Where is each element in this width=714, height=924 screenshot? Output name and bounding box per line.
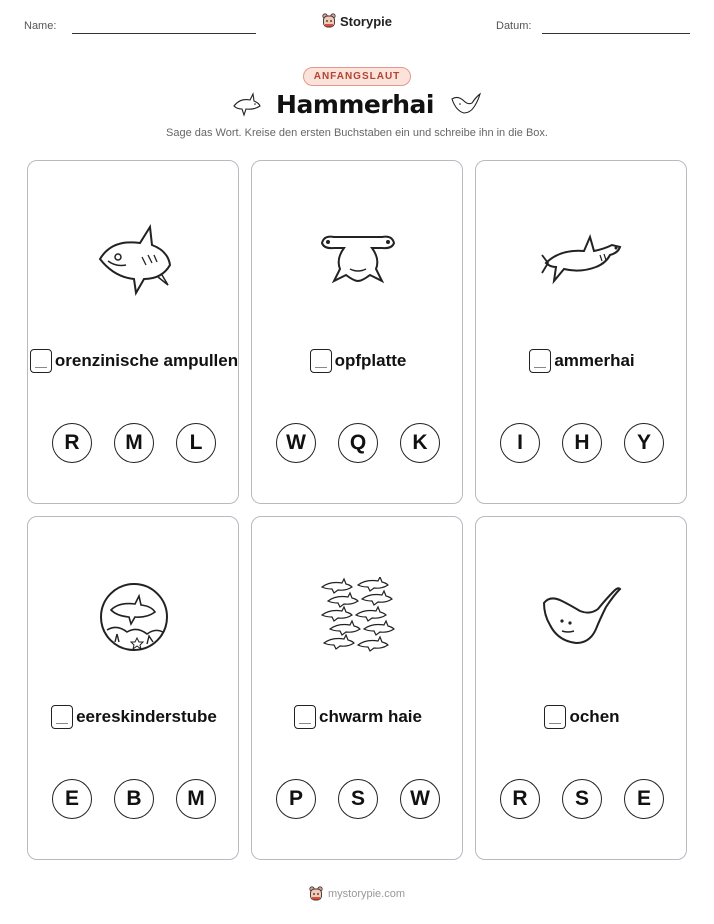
category-badge: ANFANGSLAUT: [303, 67, 412, 86]
word-card: [251, 160, 463, 504]
word-stem: opfplatte: [334, 351, 407, 370]
letter-choice[interactable]: Q: [338, 423, 378, 463]
letter-choice[interactable]: M: [114, 423, 154, 463]
word-stem: eereskinderstube: [76, 707, 217, 726]
word-stem: ammerhai: [554, 351, 635, 370]
date-label: Datum:: [496, 20, 532, 32]
footer-url: mystorypie.com: [327, 888, 406, 900]
brand-header: [0, 13, 714, 34]
name-label: Name:: [24, 20, 57, 32]
shark-nursery-icon: [97, 580, 171, 654]
answer-box[interactable]: [310, 349, 332, 373]
answer-box[interactable]: [529, 349, 551, 373]
word-card: [27, 160, 239, 504]
shark-icon: [92, 221, 176, 301]
storypie-logo-icon: [309, 886, 323, 902]
letter-choice[interactable]: Y: [624, 423, 664, 463]
answer-box[interactable]: [544, 705, 566, 729]
answer-box[interactable]: [294, 705, 316, 729]
brand-name: Storypie: [339, 13, 392, 29]
word-stem: orenzinische ampullen: [54, 351, 239, 370]
stingray-icon: [540, 585, 624, 649]
footer: [0, 886, 714, 902]
word-stem: ochen: [569, 707, 620, 726]
storypie-logo-icon: [322, 13, 336, 29]
letter-choice[interactable]: R: [52, 423, 92, 463]
letter-choice[interactable]: E: [624, 779, 664, 819]
letter-choice[interactable]: B: [114, 779, 154, 819]
letter-choice[interactable]: K: [400, 423, 440, 463]
letter-choice[interactable]: P: [276, 779, 316, 819]
instructions-text: Sage das Wort. Kreise den ersten Buchstaben ein und schreibe ihn in die Box.: [166, 127, 548, 139]
word-card: [475, 516, 687, 860]
shark-icon: [232, 92, 262, 118]
letter-choice[interactable]: E: [52, 779, 92, 819]
letter-choice[interactable]: L: [176, 423, 216, 463]
word-card: [27, 516, 239, 860]
answer-box[interactable]: [51, 705, 73, 729]
stingray-icon: [448, 91, 482, 119]
word-card: [475, 160, 687, 504]
card-grid: [27, 160, 687, 860]
answer-box[interactable]: [30, 349, 52, 373]
letter-choice[interactable]: H: [562, 423, 602, 463]
word-card: [251, 516, 463, 860]
letter-choice[interactable]: R: [500, 779, 540, 819]
letter-choice[interactable]: M: [176, 779, 216, 819]
hammerhead-side-icon: [540, 233, 624, 289]
word-stem: chwarm haie: [319, 707, 422, 726]
shark-school-icon: [318, 577, 398, 657]
letter-choice[interactable]: I: [500, 423, 540, 463]
letter-choice[interactable]: S: [338, 779, 378, 819]
letter-choice[interactable]: W: [276, 423, 316, 463]
hammerhead-front-icon: [316, 231, 400, 291]
letter-choice[interactable]: S: [562, 779, 602, 819]
letter-choice[interactable]: W: [400, 779, 440, 819]
page-title: Hammerhai: [276, 90, 434, 119]
